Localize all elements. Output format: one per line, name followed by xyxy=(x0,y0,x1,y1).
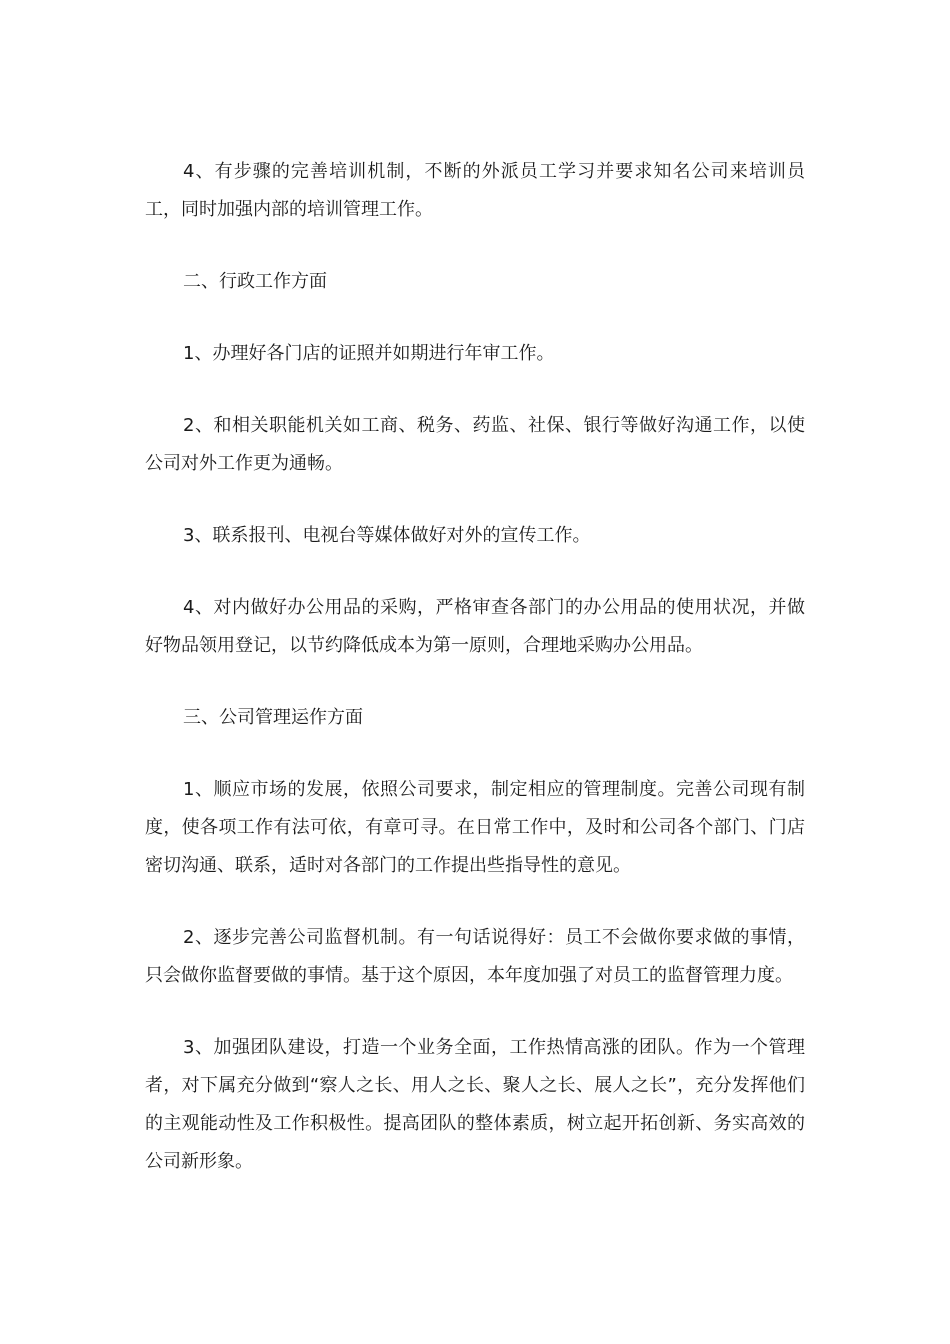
paragraph-team-building: 3、加强团队建设，打造一个业务全面，工作热情高涨的团队。作为一个管理者，对下属充分做到“察人之长、用人之长、聚人之长、展人之长”，充分发挥他们的主观能动性及工作积极性。提高团队的整体素质，树立起开拓创新、务实高效的公司新形象。 xyxy=(145,1037,805,1172)
paragraph-supervision-mechanism: 2、逐步完善公司监督机制。有一句话说得好：员工不会做你要求做的事情，只会做你监督要做的事情。基于这个原因，本年度加强了对员工的监督管理力度。 xyxy=(145,927,805,986)
heading-admin-work: 二、行政工作方面 xyxy=(183,271,327,292)
paragraph-office-supplies: 4、对内做好办公用品的采购，严格审查各部门的办公用品的使用状况，并做好物品领用登记，以节约降低成本为第一原则，合理地采购办公用品。 xyxy=(145,597,805,656)
paragraph-licenses: 1、办理好各门店的证照并如期进行年审工作。 xyxy=(183,343,555,364)
paragraph-agency-communication: 2、和相关职能机关如工商、税务、药监、社保、银行等做好沟通工作，以使公司对外工作更为通畅。 xyxy=(145,415,805,474)
paragraph-management-system: 1、顺应市场的发展，依照公司要求，制定相应的管理制度。完善公司现有制度，使各项工作有法可依，有章可寻。在日常工作中，及时和公司各个部门、门店密切沟通、联系，适时对各部门的工作提出些指导性的意见。 xyxy=(145,779,805,876)
document-page xyxy=(145,153,805,1215)
paragraph-media-publicity: 3、联系报刊、电视台等媒体做好对外的宣传工作。 xyxy=(183,525,591,546)
heading-company-management: 三、公司管理运作方面 xyxy=(183,707,363,728)
paragraph-training-mechanism: 4、有步骤的完善培训机制，不断的外派员工学习并要求知名公司来培训员工，同时加强内部的培训管理工作。 xyxy=(145,161,805,220)
